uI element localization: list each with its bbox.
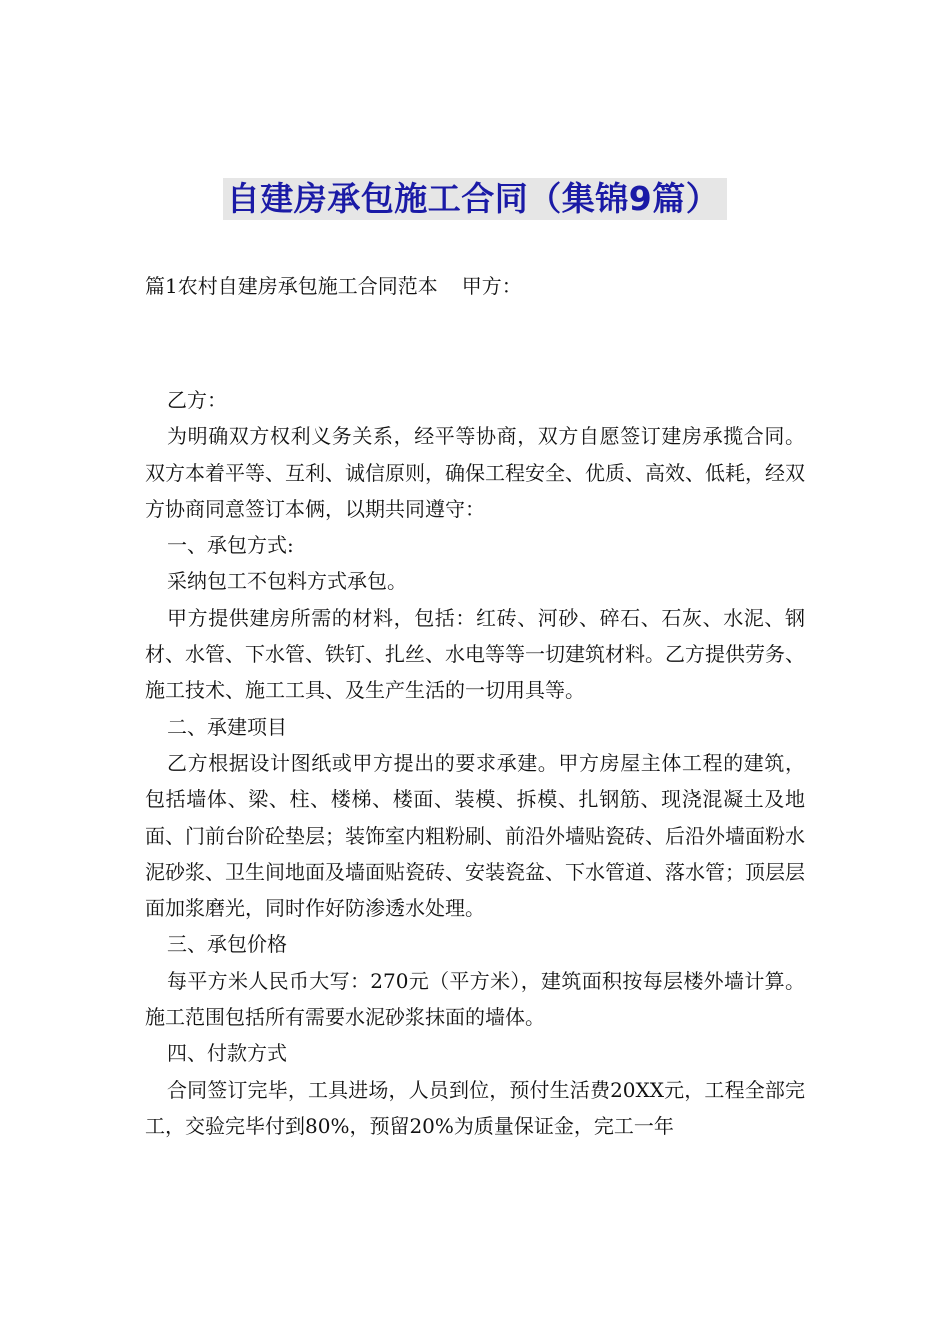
paragraph-party-b: 乙方： <box>167 388 227 412</box>
paragraph-section-3-heading: 三、承包价格 <box>167 932 287 957</box>
document-title: 自建房承包施工合同（集锦9篇） <box>223 178 727 220</box>
paragraph-materials: 甲方提供建房所需的材料，包括：红砖、河砂、碎石、石灰、水泥、钢材、水管、下水管、铁钉、扎丝、水电等等一切建筑材料。乙方提供劳务、施工技术、施工工具、及生产生活的一切用具等。 <box>145 605 805 703</box>
paragraph-price: 每平方米人民币大写：270元（平方米），建筑面积按每层楼外墙计算。施工范围包括所有需要水泥砂浆抹面的墙体。 <box>145 968 805 1030</box>
paragraph-section-2-heading: 二、承建项目 <box>167 714 287 739</box>
document-body <box>145 382 805 1144</box>
paragraph-payment: 合同签订完毕，工具进场，人员到位，预付生活费20XX元，工程全部完工，交验完毕付到80%，预留20%为质量保证金，完工一年 <box>145 1077 805 1138</box>
paragraph-contract-mode: 采纳包工不包料方式承包。 <box>167 569 407 594</box>
paragraph-project-scope: 乙方根据设计图纸或甲方提出的要求承建。甲方房屋主体工程的建筑，包括墙体、梁、柱、楼梯、楼面、装模、拆模、扎钢筋、现浇混凝土及地面、门前台阶砼垫层；装饰室内粗粉刷、前沿外墙贴瓷砖、后沿外墙面粉水泥砂浆、卫生间地面及墙面贴瓷砖、安装瓷盆、下水管道、落水管；顶层层面加浆磨光，同时作好防渗透水处理。 <box>145 750 805 921</box>
party-a-label: 甲方： <box>461 274 522 298</box>
paragraph-section-4-heading: 四、付款方式 <box>167 1041 287 1066</box>
paragraph-intro: 为明确双方权利义务关系，经平等协商，双方自愿签订建房承揽合同。双方本着平等、互利、诚信原则，确保工程安全、优质、高效、低耗，经双方协商同意签订本俩，以期共同遵守： <box>145 424 805 521</box>
section-heading-label: 篇1农村自建房承包施工合同范本 <box>145 274 438 298</box>
section-heading <box>145 271 522 301</box>
paragraph-section-1-heading: 一、承包方式: <box>167 533 294 558</box>
title-container <box>0 178 950 220</box>
